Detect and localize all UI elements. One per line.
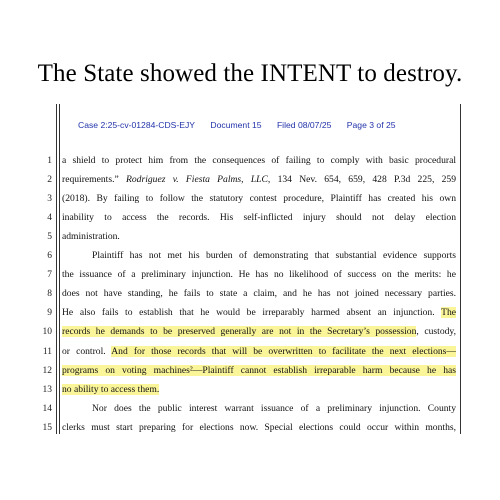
text-segment: or control. xyxy=(62,345,112,357)
line-text xyxy=(62,209,456,227)
pleading-line xyxy=(0,209,500,227)
line-number: 8 xyxy=(47,289,52,300)
line-number: 11 xyxy=(42,346,52,357)
line-number: 5 xyxy=(47,232,52,243)
line-text xyxy=(62,285,456,303)
line-number: 3 xyxy=(47,194,52,205)
text-segment: administration. xyxy=(62,231,120,243)
text-segment: He also fails to establish that he would be irreparably harmed absent an injunction. xyxy=(62,307,442,319)
pleading-line xyxy=(0,190,500,208)
line-number: 7 xyxy=(47,270,52,281)
pleading-line xyxy=(0,285,500,303)
line-number: 9 xyxy=(47,308,52,319)
line-text xyxy=(62,190,456,208)
page-number: Page 3 of 25 xyxy=(346,120,396,130)
document-number: Document 15 xyxy=(210,120,262,130)
pleading-line xyxy=(0,171,500,189)
text-segment: , 134 Nev. 654, 659, 428 P.3d 225, 259 xyxy=(267,174,456,186)
filed-date: Filed 08/07/25 xyxy=(276,120,332,130)
pleading-line xyxy=(0,266,500,284)
line-text xyxy=(62,304,456,322)
highlighted-text: records he demands to be preserved generally are not in the Secretary’s possession xyxy=(62,326,417,338)
case-citation: Rodriguez v. Fiesta Palms, LLC xyxy=(126,174,268,186)
pleading-line xyxy=(0,400,500,418)
text-segment: requirements.” xyxy=(62,174,127,186)
line-text xyxy=(62,343,456,361)
pleading-line xyxy=(0,343,500,361)
highlighted-text: And for those records that will be overwritten to facilitate the next elections— xyxy=(111,345,456,357)
line-text xyxy=(62,362,456,380)
highlighted-text: The xyxy=(441,307,456,319)
text-segment: inability to access the records. His self-inflicted injury should not delay election xyxy=(62,212,456,224)
pleading-line xyxy=(0,381,500,399)
pleading-line xyxy=(0,304,500,322)
text-segment: Plaintiff has not met his burden of demonstrating that substantial evidence supports xyxy=(92,250,456,262)
line-text xyxy=(62,323,456,341)
line-text xyxy=(62,228,456,246)
line-number: 10 xyxy=(42,327,52,338)
highlighted-text: no ability to access them. xyxy=(62,383,160,395)
line-text xyxy=(62,381,456,399)
pleading-line xyxy=(0,323,500,341)
pleading-line xyxy=(0,362,500,380)
court-document-page xyxy=(0,104,500,434)
pleading-line xyxy=(0,419,500,437)
pleading-line xyxy=(0,152,500,170)
line-number: 15 xyxy=(42,422,52,433)
case-header xyxy=(78,120,396,130)
line-text xyxy=(62,419,456,437)
line-text xyxy=(62,171,456,189)
text-segment: a shield to protect him from the consequences of failing to comply with basic procedural xyxy=(62,155,456,166)
line-number: 2 xyxy=(47,175,52,186)
text-segment: (2018). By failing to follow the statutory contest procedure, Plaintiff has created his own xyxy=(62,193,456,205)
line-number: 4 xyxy=(47,213,52,224)
line-text xyxy=(92,247,456,265)
text-segment: Nor does the public interest warrant issuance of a preliminary injunction. County xyxy=(92,402,456,414)
line-number: 12 xyxy=(42,365,52,376)
line-text xyxy=(62,152,456,170)
headline: The State showed the INTENT to destroy. xyxy=(37,60,463,87)
line-text xyxy=(92,400,456,418)
case-number: Case 2:25-cv-01284-CDS-EJY xyxy=(78,120,196,130)
pleading-line xyxy=(0,247,500,265)
line-text xyxy=(62,266,456,284)
pleading-line xyxy=(0,228,500,246)
line-number: 13 xyxy=(42,384,52,395)
text-segment: the issuance of a preliminary injunction. He has no likelihood of success on the merits: he xyxy=(62,269,456,281)
highlighted-text: programs on voting machines²—Plaintiff cannot establish irreparable harm because he has xyxy=(62,364,456,376)
line-number: 14 xyxy=(42,403,52,414)
line-number: 6 xyxy=(47,251,52,262)
text-segment: , custody, xyxy=(416,326,456,338)
line-number: 1 xyxy=(47,156,52,166)
text-segment: does not have standing, he fails to state a claim, and he has not joined necessary parties. xyxy=(62,288,456,300)
text-segment: clerks must start preparing for elections now. Special elections could occur within months, xyxy=(62,421,456,433)
